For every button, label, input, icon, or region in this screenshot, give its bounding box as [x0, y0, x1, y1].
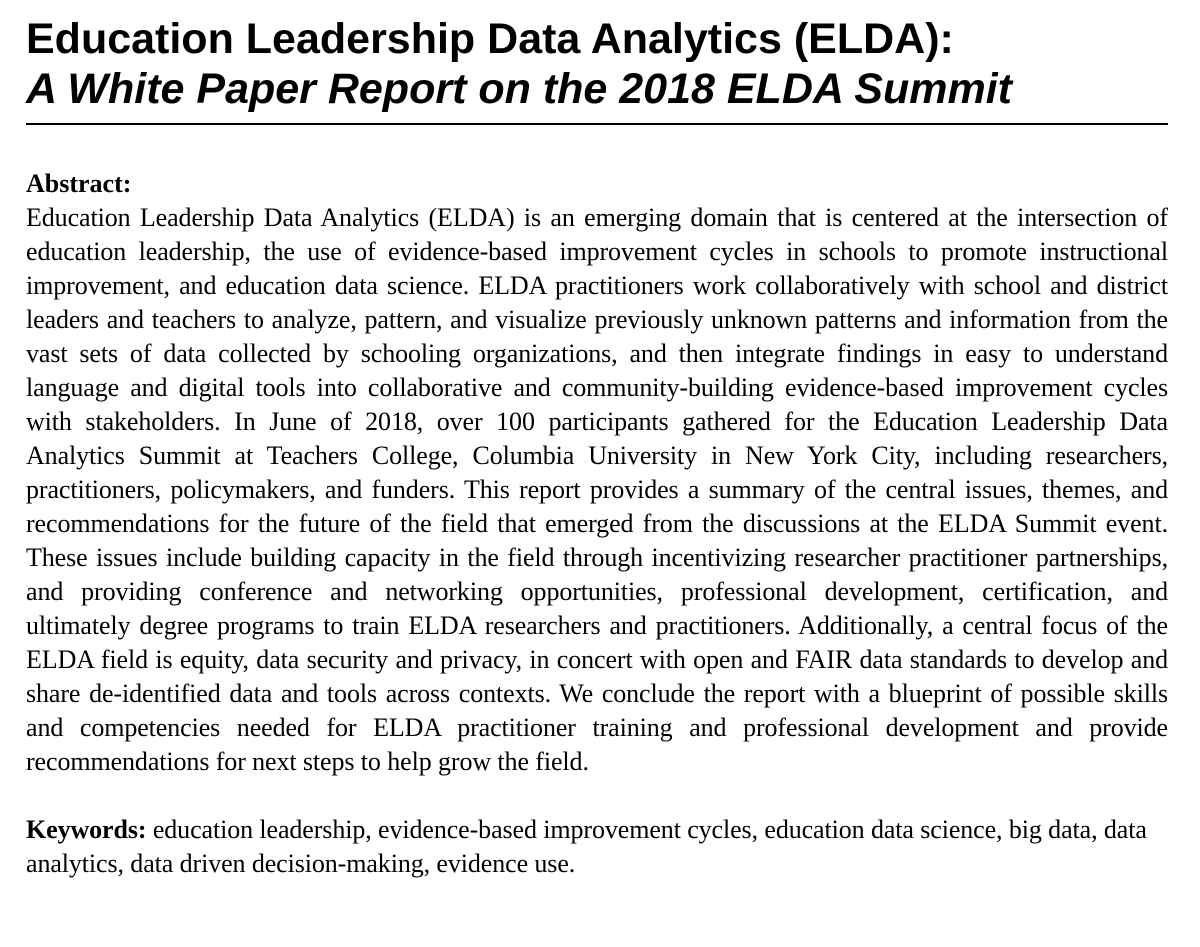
paper-subtitle: A White Paper Report on the 2018 ELDA Summit: [26, 65, 1012, 113]
keywords-text: education leadership, evidence-based improvement cycles, education data science, big data, data analytics, data driven decision-making, evidence use.: [26, 815, 1147, 878]
paper-page: [26, 10, 1168, 881]
abstract-section: [26, 167, 1168, 779]
abstract-heading: Abstract:: [26, 169, 132, 198]
abstract-body: Education Leadership Data Analytics (ELDA) is an emerging domain that is centered at the intersection of education leadership, the use of evidence-based improvement cycles in schools to promote instructional improvement, and education data science. ELDA practitioners work collaboratively with school and district leaders and teachers to analyze, pattern, and visualize previously unknown patterns and information from the vast sets of data collected by schooling organizations, and then integrate findings in easy to understand language and digital tools into collaborative and community-building evidence-based improvement cycles with stakeholders. In June of 2018, over 100 participants gathered for the Education Leadership Data Analytics Summit at Teachers College, Columbia University in New York City, including researchers, practitioners, policymakers, and funders. This report provides a summary of the central issues, themes, and recommendations for the future of the field that emerged from the discussions at the ELDA Summit event. These issues include building capacity in the field through incentivizing researcher practitioner partnerships, and providing conference and networking opportunities, professional development, certification, and ultimately degree programs to train ELDA researchers and practitioners. Additionally, a central focus of the ELDA field is equity, data security and privacy, in concert with open and FAIR data standards to develop and share de-identified data and tools across contexts. We conclude the report with a blueprint of possible skills and competencies needed for ELDA practitioner training and professional development and provide recommendations for next steps to help grow the field.: [26, 203, 1168, 776]
paper-title: Education Leadership Data Analytics (ELDA):: [26, 15, 954, 63]
title-divider: [26, 123, 1168, 125]
keywords-section: [26, 813, 1168, 881]
keywords-label: Keywords:: [26, 815, 153, 844]
